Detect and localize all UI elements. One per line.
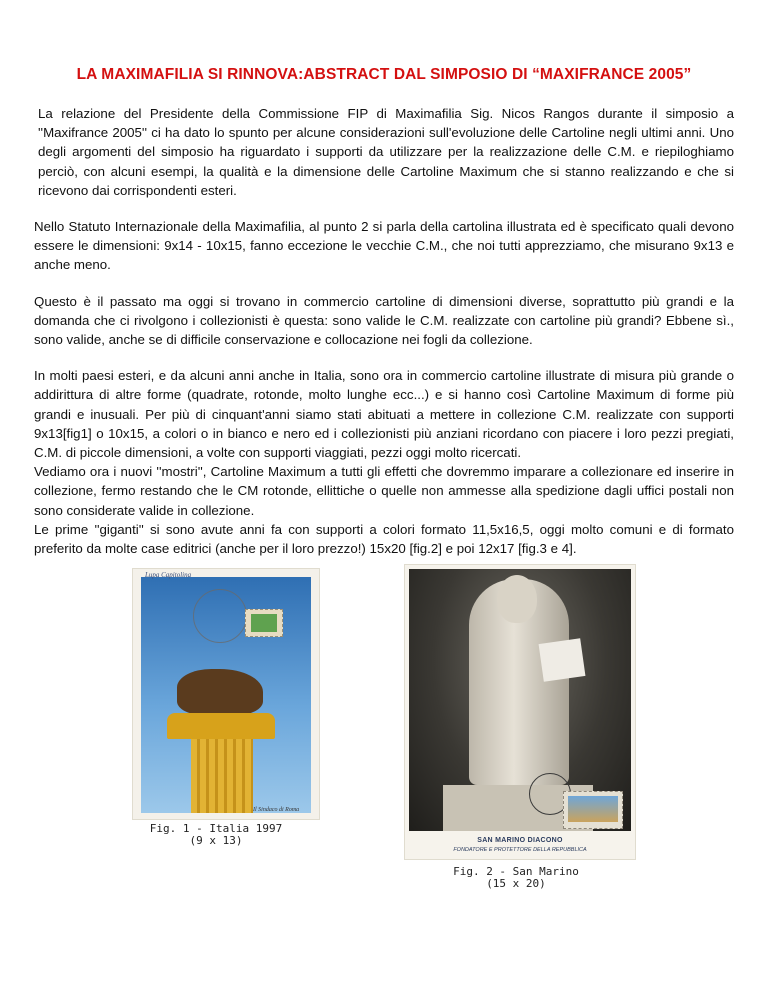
paragraph-past: Questo è il passato ma oggi si trovano in commercio cartoline di dimensioni diverse, soprattutto più grandi e la domanda che ci rivolgono i collezionisti è questa: sono valide le C.M. realizzate con cartoline più grandi? Ebbene sì., sono valide, anche se di difficile conservazione e collocazione nei fogli da collezione. (34, 293, 734, 348)
paragraph-giants: Le prime ''giganti'' si sono avute anni fa con supporti a colori formato 11,5x16,5, oggi molto comuni e di formato preferito da molte case editrici (anche per il loro prezzo!) 15x20 [fig.2] e poi 12x17 [fig.3 e 4]. (34, 521, 734, 557)
figure-1-caption-title: Fig. 1 - Italia 1997 (149, 822, 283, 835)
figure-1-maximum-card (132, 568, 320, 820)
paragraph-statute: Nello Statuto Internazionale della Maximafilia, al punto 2 si parla della cartolina illustrata ed è specificato quali devono essere le dimensioni: 9x14 - 10x15, fanno eccezione le vecchie C.M., che noi tutti apprezziamo, che misurano 9x13 e anche meno. (34, 219, 734, 273)
stamp-icon (245, 609, 283, 637)
postmark-icon (193, 589, 247, 643)
statue-scroll (539, 638, 586, 681)
paragraph-intro: La relazione del Presidente della Commissione FIP di Maximafilia Sig. Nicos Rangos durante il simposio a ''Maxifrance 2005'' ci ha dato lo spunto per alcune considerazioni sull'evoluzione delle Cartoline negli ultimi anni. Uno degli argomenti del simposio ha riguardato i supporti da utilizzare per la realizzazione delle C.M. e riepiloghiamo perciò, con alcuni esempi, la qualità e la dimensione delle Cartoline Maximum che si stanno realizzando e che si ricevono dai corrispondenti esteri. (38, 106, 734, 198)
stamp-icon (563, 791, 623, 829)
article-body (34, 104, 734, 558)
paragraph-foreign: In molti paesi esteri, e da alcuni anni anche in Italia, sono ora in commercio cartoline illustrate di misura più grande o addirittura di altre forme (quadrate, rotonde, molto lunghe ecc...) e si hanno così Cartoline Maximum di forme più grandi e inusuali. Per più di cinquant'anni siamo stati abituati a mettere in collezione C.M. realizzate con supporti 9x13[fig1] o 10x15, a colori o in bianco e nero ed i collezionisti più anziani ricordano con piacere i loro pezzi pregiati, C.M. di piccole dimensioni, a volte con supporti viaggiati, pezzi oggi molto ricercati. (34, 368, 734, 461)
column-shaft (191, 739, 253, 813)
card-subtitle: FONDATORE E PROTETTORE DELLA REPUBBLICA (453, 847, 587, 853)
figure-2-caption-size: (15 x 20) (486, 877, 546, 890)
figure-1-caption (146, 823, 286, 847)
figure-2-maximum-card (404, 564, 636, 860)
figure-2-caption-title: Fig. 2 - San Marino (453, 865, 579, 878)
figure-1-caption-size: (9 x 13) (189, 834, 243, 847)
figure-2-caption (446, 866, 586, 890)
page-title: LA MAXIMAFILIA SI RINNOVA:ABSTRACT DAL SIMPOSIO DI “MAXIFRANCE 2005” (76, 66, 692, 83)
statue-head (497, 575, 537, 623)
column-capital (167, 713, 275, 739)
card-footer-text: Il Sindaco di Roma (253, 807, 300, 813)
card-title: SAN MARINO DIACONO (477, 837, 563, 844)
paragraph-monsters: Vediamo ora i nuovi ''mostri'', Cartoline Maximum a tutti gli effetti che dovremmo imparare a collezionare ed inserire in collezione, fermo restando che le CM rotonde, ellittiche o quelle non ammesse alla spedizione dagli uffici postali non sono considerate valide in collezione. (34, 464, 734, 518)
she-wolf-sculpture (177, 669, 263, 715)
card-header-text: Lupa Capitolina (145, 571, 192, 579)
